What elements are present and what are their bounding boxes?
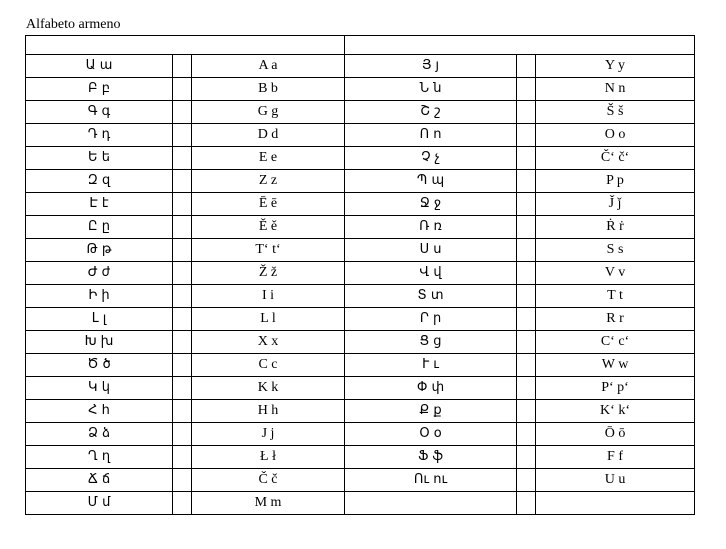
table-row (26, 101, 695, 124)
latin-transliteration-right: F f (536, 446, 695, 469)
spacer-cell-right (517, 55, 536, 78)
latin-transliteration-left: I i (192, 285, 345, 308)
table-header-row (26, 36, 695, 55)
latin-transliteration-left: Ł ł (192, 446, 345, 469)
armenian-letter-right: Ֆ ֆ (345, 446, 517, 469)
spacer-cell-left (173, 285, 192, 308)
spacer-cell-right (517, 354, 536, 377)
armenian-letter-left: Է է (26, 193, 173, 216)
spacer-cell-right (517, 446, 536, 469)
table-row (26, 193, 695, 216)
table-row (26, 285, 695, 308)
armenian-letter-left: Հ հ (26, 400, 173, 423)
armenian-letter-left: Լ լ (26, 308, 173, 331)
spacer-cell-left (173, 262, 192, 285)
armenian-letter-right: Ն ն (345, 78, 517, 101)
armenian-letter-right: Վ վ (345, 262, 517, 285)
spacer-cell-left (173, 170, 192, 193)
spacer-cell-right (517, 308, 536, 331)
armenian-letter-right: Ս ս (345, 239, 517, 262)
latin-transliteration-left: Ž ž (192, 262, 345, 285)
armenian-letter-right: Ք ք (345, 400, 517, 423)
table-row (26, 354, 695, 377)
latin-transliteration-right: C‘ c‘ (536, 331, 695, 354)
armenian-letter-left: Խ խ (26, 331, 173, 354)
latin-transliteration-right: J̌ ǰ (536, 193, 695, 216)
latin-transliteration-left: X x (192, 331, 345, 354)
latin-transliteration-right: O o (536, 124, 695, 147)
latin-transliteration-right: S s (536, 239, 695, 262)
armenian-letter-right: Ւ ւ (345, 354, 517, 377)
spacer-cell-right (517, 262, 536, 285)
table-row (26, 377, 695, 400)
latin-transliteration-right (536, 492, 695, 515)
latin-transliteration-right: Č‘ č‘ (536, 147, 695, 170)
armenian-letter-right: Ջ ջ (345, 193, 517, 216)
armenian-letter-left: Ե ե (26, 147, 173, 170)
table-row (26, 331, 695, 354)
table-row (26, 262, 695, 285)
spacer-cell-right (517, 377, 536, 400)
spacer-cell-left (173, 423, 192, 446)
spacer-cell-left (173, 308, 192, 331)
table-row (26, 446, 695, 469)
latin-transliteration-left: H h (192, 400, 345, 423)
armenian-letter-left: Ղ ղ (26, 446, 173, 469)
latin-transliteration-right: P p (536, 170, 695, 193)
alphabet-table (25, 35, 695, 515)
spacer-cell-left (173, 147, 192, 170)
spacer-cell-left (173, 193, 192, 216)
latin-transliteration-right: N n (536, 78, 695, 101)
armenian-letter-left: Ա ա (26, 55, 173, 78)
spacer-cell-left (173, 78, 192, 101)
header-cell-right (345, 36, 695, 55)
latin-transliteration-right: W w (536, 354, 695, 377)
armenian-letter-right: Ց ց (345, 331, 517, 354)
spacer-cell-left (173, 239, 192, 262)
armenian-letter-right: Օ օ (345, 423, 517, 446)
spacer-cell-left (173, 216, 192, 239)
spacer-cell-right (517, 170, 536, 193)
table-row (26, 400, 695, 423)
armenian-letter-right: Յ յ (345, 55, 517, 78)
latin-transliteration-left: Č č (192, 469, 345, 492)
armenian-letter-left: Դ դ (26, 124, 173, 147)
table-row (26, 78, 695, 101)
spacer-cell-right (517, 285, 536, 308)
armenian-letter-left: Ժ ժ (26, 262, 173, 285)
armenian-letter-right: Ր ր (345, 308, 517, 331)
armenian-letter-left: Կ կ (26, 377, 173, 400)
alphabet-table-body (26, 36, 695, 515)
armenian-letter-right: Չ չ (345, 147, 517, 170)
spacer-cell-right (517, 492, 536, 515)
latin-transliteration-right: Ō ō (536, 423, 695, 446)
latin-transliteration-left: T‘ t‘ (192, 239, 345, 262)
armenian-letter-right: Ռ ռ (345, 216, 517, 239)
spacer-cell-right (517, 331, 536, 354)
table-row (26, 124, 695, 147)
latin-transliteration-left: G g (192, 101, 345, 124)
latin-transliteration-left: Z z (192, 170, 345, 193)
armenian-letter-right: Փ փ (345, 377, 517, 400)
table-row (26, 170, 695, 193)
latin-transliteration-right: Ṙ ṙ (536, 216, 695, 239)
armenian-letter-right (345, 492, 517, 515)
spacer-cell-right (517, 124, 536, 147)
latin-transliteration-right: Y y (536, 55, 695, 78)
latin-transliteration-left: A a (192, 55, 345, 78)
spacer-cell-left (173, 400, 192, 423)
armenian-letter-left: Զ զ (26, 170, 173, 193)
armenian-letter-left: Ի ի (26, 285, 173, 308)
table-row (26, 239, 695, 262)
armenian-letter-left: Բ բ (26, 78, 173, 101)
spacer-cell-right (517, 78, 536, 101)
spacer-cell-right (517, 216, 536, 239)
spacer-cell-left (173, 101, 192, 124)
spacer-cell-right (517, 400, 536, 423)
table-row (26, 308, 695, 331)
table-row (26, 216, 695, 239)
spacer-cell-left (173, 124, 192, 147)
armenian-letter-left: Թ թ (26, 239, 173, 262)
armenian-letter-left: Ը ը (26, 216, 173, 239)
latin-transliteration-right: V v (536, 262, 695, 285)
spacer-cell-right (517, 193, 536, 216)
page-title: Alfabeto armeno (26, 17, 121, 32)
spacer-cell-left (173, 469, 192, 492)
latin-transliteration-left: B b (192, 78, 345, 101)
latin-transliteration-left: D d (192, 124, 345, 147)
table-row (26, 423, 695, 446)
latin-transliteration-right: R r (536, 308, 695, 331)
latin-transliteration-left: J j (192, 423, 345, 446)
armenian-letter-right: Ու ու (345, 469, 517, 492)
armenian-letter-left: Ճ ճ (26, 469, 173, 492)
spacer-cell-right (517, 147, 536, 170)
armenian-letter-right: Ո ո (345, 124, 517, 147)
latin-transliteration-left: K k (192, 377, 345, 400)
latin-transliteration-right: U u (536, 469, 695, 492)
latin-transliteration-right: P‘ p‘ (536, 377, 695, 400)
latin-transliteration-left: C c (192, 354, 345, 377)
armenian-letter-right: Պ պ (345, 170, 517, 193)
armenian-letter-left: Ձ ձ (26, 423, 173, 446)
armenian-letter-left: Ծ ծ (26, 354, 173, 377)
latin-transliteration-left: E e (192, 147, 345, 170)
armenian-letter-right: Շ շ (345, 101, 517, 124)
latin-transliteration-right: K‘ k‘ (536, 400, 695, 423)
latin-transliteration-right: T t (536, 285, 695, 308)
table-row (26, 469, 695, 492)
table-row (26, 147, 695, 170)
armenian-letter-left: Մ մ (26, 492, 173, 515)
spacer-cell-right (517, 469, 536, 492)
latin-transliteration-left: L l (192, 308, 345, 331)
spacer-cell-left (173, 492, 192, 515)
latin-transliteration-right: Š š (536, 101, 695, 124)
spacer-cell-right (517, 423, 536, 446)
spacer-cell-left (173, 446, 192, 469)
spacer-cell-left (173, 55, 192, 78)
latin-transliteration-left: Ē ē (192, 193, 345, 216)
spacer-cell-left (173, 377, 192, 400)
spacer-cell-left (173, 331, 192, 354)
armenian-letter-right: Տ տ (345, 285, 517, 308)
spacer-cell-right (517, 239, 536, 262)
spacer-cell-right (517, 101, 536, 124)
header-cell-left (26, 36, 345, 55)
table-row (26, 492, 695, 515)
latin-transliteration-left: M m (192, 492, 345, 515)
latin-transliteration-left: Ě ě (192, 216, 345, 239)
spacer-cell-left (173, 354, 192, 377)
armenian-letter-left: Գ գ (26, 101, 173, 124)
table-row (26, 55, 695, 78)
